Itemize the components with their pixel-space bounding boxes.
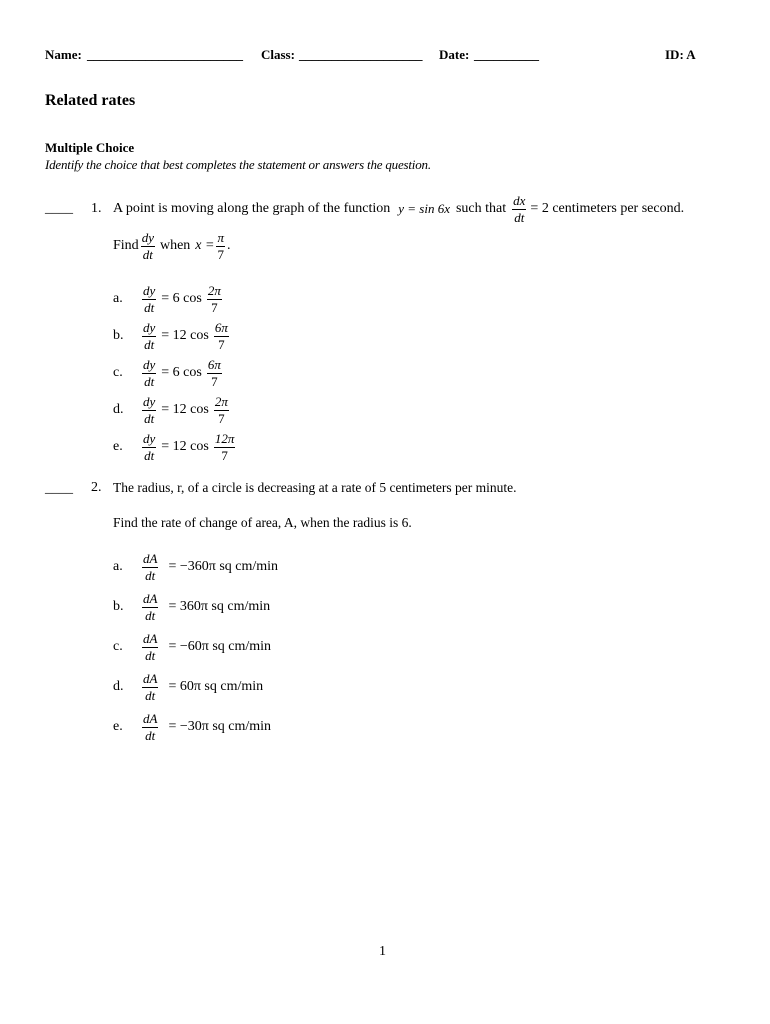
choice-label: d. — [113, 402, 124, 417]
fraction-denominator: 7 — [217, 246, 224, 262]
question-find-text: Find the rate of change of area, A, when the radius is 6. — [113, 515, 412, 530]
when-label: when — [159, 238, 191, 253]
section-heading: Multiple Choice — [45, 140, 135, 155]
period: . — [226, 238, 231, 253]
fraction-denominator: 7 — [221, 447, 228, 463]
fraction-numerator: dy — [143, 319, 156, 335]
fraction-numerator: dA — [143, 550, 158, 566]
fraction-denominator: dt — [514, 209, 525, 225]
id-label: ID: A — [665, 47, 696, 62]
fraction-denominator: dt — [145, 647, 156, 663]
name-field-line[interactable]: ________________________ — [87, 47, 243, 62]
find-fraction — [141, 231, 155, 262]
coefficient: = 12 cos — [161, 328, 209, 343]
fraction-numerator: dy — [141, 229, 154, 245]
fraction-numerator: dA — [143, 670, 158, 686]
fraction-numerator: 6π — [214, 319, 228, 335]
choice-expression — [140, 630, 274, 664]
coefficient: = 12 cos — [161, 439, 209, 454]
fraction-denominator: 7 — [218, 336, 225, 352]
fraction-denominator: dt — [145, 727, 156, 743]
choice-expression — [140, 430, 237, 464]
find-label: Find — [113, 238, 139, 253]
rate-fraction — [512, 194, 526, 225]
fraction-numerator: dx — [513, 192, 526, 208]
name-label: Name: — [45, 47, 82, 62]
fraction-denominator: dt — [142, 246, 153, 262]
fraction-denominator: dt — [144, 336, 155, 352]
page-header — [45, 47, 705, 65]
question-number: 2. — [91, 480, 102, 495]
question-1-find — [113, 229, 230, 263]
choice-label: a. — [113, 291, 123, 306]
choice-label: c. — [113, 639, 123, 654]
fraction-numerator: dy — [143, 356, 156, 372]
answer-blank-2[interactable]: ____ — [45, 481, 73, 496]
fraction-numerator: dy — [143, 393, 156, 409]
choice-label: b. — [113, 328, 124, 343]
page-number: 1 — [379, 944, 386, 959]
coefficient: = 6 cos — [161, 291, 202, 306]
class-label: Class: — [261, 47, 295, 62]
coefficient: = 12 cos — [161, 402, 209, 417]
rate-value: = 2 centimeters per second. — [530, 201, 685, 216]
question-text: The radius, r, of a circle is decreasing at a rate of 5 centimeters per minute. — [113, 480, 517, 495]
choice-label: c. — [113, 365, 123, 380]
fraction-denominator: dt — [145, 607, 156, 623]
fraction-numerator: dy — [143, 430, 156, 446]
choice-rhs: = −60π sq cm/min — [168, 639, 272, 654]
fraction-numerator: 12π — [214, 430, 235, 446]
choice-expression — [140, 319, 231, 353]
coefficient: = 6 cos — [161, 365, 202, 380]
fraction-denominator: dt — [144, 299, 155, 315]
choice-expression — [140, 356, 224, 390]
choice-expression — [140, 550, 281, 584]
question-1-stem — [113, 192, 684, 226]
choice-rhs: = −360π sq cm/min — [168, 559, 279, 574]
choice-rhs: = 360π sq cm/min — [168, 599, 271, 614]
fraction-denominator: dt — [144, 447, 155, 463]
choice-label: e. — [113, 719, 123, 734]
fraction-numerator: dA — [143, 590, 158, 606]
class-field-line[interactable]: ___________________ — [299, 47, 423, 62]
fraction-denominator: 7 — [211, 299, 218, 315]
choice-label: a. — [113, 559, 123, 574]
fraction-denominator: dt — [144, 410, 155, 426]
date-label: Date: — [439, 47, 470, 62]
section-instructions: Identify the choice that best completes the statement or answers the question. — [45, 157, 431, 172]
answer-blank-1[interactable]: ____ — [45, 201, 73, 216]
choice-expression — [140, 710, 274, 744]
fraction-numerator: dA — [143, 710, 158, 726]
when-variable: x = — [195, 238, 215, 253]
fraction-denominator: 7 — [218, 410, 225, 426]
fraction-numerator: 2π — [207, 282, 221, 298]
fraction-numerator: 2π — [214, 393, 228, 409]
choice-expression — [140, 282, 224, 316]
choice-rhs: = −30π sq cm/min — [168, 719, 272, 734]
fraction-numerator: dA — [143, 630, 158, 646]
choice-label: d. — [113, 679, 124, 694]
question-text: A point is moving along the graph of the function — [113, 201, 391, 216]
fraction-numerator: dy — [143, 282, 156, 298]
date-field-line[interactable]: __________ — [474, 47, 539, 62]
fraction-denominator: dt — [145, 687, 156, 703]
page-title: Related rates — [45, 92, 136, 109]
fraction-numerator: π — [217, 229, 224, 245]
fraction-denominator: dt — [144, 373, 155, 389]
function-expression: y = sin 6x — [398, 201, 450, 216]
choice-expression — [140, 393, 231, 427]
question-text: such that — [455, 201, 507, 216]
fraction-denominator: dt — [145, 567, 156, 583]
question-number: 1. — [91, 201, 102, 216]
choice-label: e. — [113, 439, 123, 454]
choice-label: b. — [113, 599, 124, 614]
when-fraction — [216, 231, 225, 262]
choice-rhs: = 60π sq cm/min — [168, 679, 264, 694]
choice-expression — [140, 670, 266, 704]
fraction-numerator: 6π — [207, 356, 221, 372]
choice-expression — [140, 590, 273, 624]
fraction-denominator: 7 — [211, 373, 218, 389]
